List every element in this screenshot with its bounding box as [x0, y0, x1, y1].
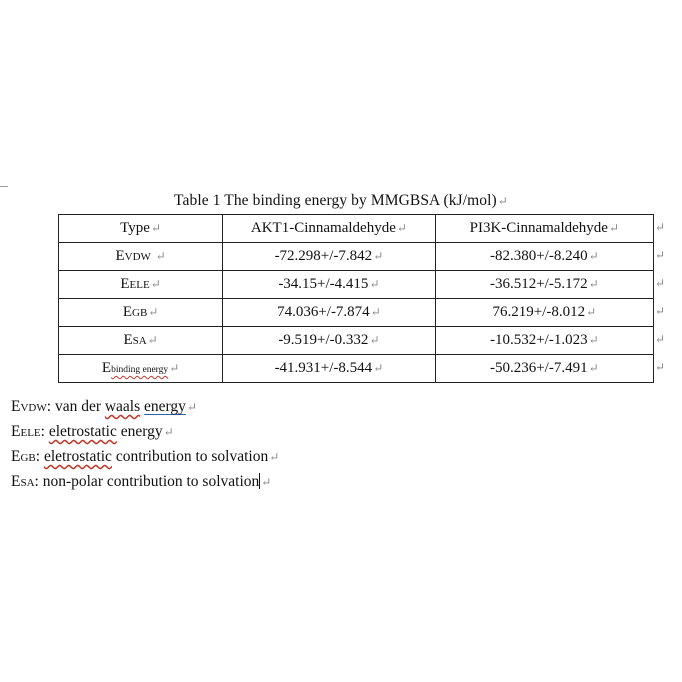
row-end-mark-icon: ↵ [655, 248, 666, 262]
pi3k-value-cell[interactable]: -10.532+/-1.023↵ [435, 327, 653, 355]
paragraph-mark-icon: ↵ [497, 194, 508, 208]
cell-mark-icon: ↵ [586, 305, 597, 319]
akt1-value-cell[interactable]: -72.298+/-7.842↵ [223, 243, 435, 271]
table-row [59, 243, 654, 271]
type-cell[interactable]: EELE↵ [59, 271, 223, 299]
cell-mark-icon: ↵ [150, 221, 161, 235]
row-end-mark-icon: ↵ [655, 220, 666, 234]
pi3k-value-cell[interactable]: -50.236+/-7.491↵ [435, 355, 653, 383]
akt1-value-cell[interactable]: -34.15+/-4.415↵ [223, 271, 435, 299]
header-cell-type[interactable]: Type↵ [59, 215, 223, 243]
paragraph-mark-icon: ↵ [186, 400, 197, 414]
cell-mark-icon: ↵ [373, 361, 384, 375]
type-cell[interactable]: EVDW ↵ [59, 243, 223, 271]
pi3k-value-cell[interactable]: 76.219+/-8.012↵ [435, 299, 653, 327]
cell-mark-icon: ↵ [588, 277, 599, 291]
cell-mark-icon: ↵ [369, 333, 380, 347]
paragraph-mark-icon: ↵ [261, 475, 272, 489]
row-end-mark-icon: ↵ [655, 332, 666, 346]
row-end-mark-icon: ↵ [655, 276, 666, 290]
pi3k-value-cell[interactable]: -36.512+/-5.172↵ [435, 271, 653, 299]
binding-energy-table [58, 214, 654, 383]
header-cell-akt1[interactable]: AKT1-Cinnamaldehyde↵ [223, 215, 435, 243]
legend-line-ele[interactable]: EELE: eletrostatic energy↵ [11, 423, 174, 440]
cell-mark-icon: ↵ [147, 333, 158, 347]
legend-line-gb[interactable]: EGB: eletrostatic contribution to solvation↵ [11, 448, 280, 465]
cell-mark-icon: ↵ [588, 361, 599, 375]
cell-mark-icon: ↵ [155, 249, 166, 263]
akt1-value-cell[interactable]: -41.931+/-8.544↵ [223, 355, 435, 383]
row-end-mark-icon: ↵ [655, 360, 666, 374]
row-end-mark-icon: ↵ [655, 304, 666, 318]
akt1-value-cell[interactable]: 74.036+/-7.874↵ [223, 299, 435, 327]
type-cell[interactable]: Ebinding energy↵ [59, 355, 223, 383]
cell-mark-icon: ↵ [588, 333, 599, 347]
cell-mark-icon: ↵ [148, 305, 159, 319]
cell-mark-icon: ↵ [396, 221, 407, 235]
table-row [59, 299, 654, 327]
margin-marker [0, 186, 8, 187]
type-cell[interactable]: EGB↵ [59, 299, 223, 327]
caption-text: Table 1 The binding energy by MMGBSA (kJ/mol) [174, 192, 497, 209]
cell-mark-icon: ↵ [369, 277, 380, 291]
paragraph-mark-icon: ↵ [269, 450, 280, 464]
cell-mark-icon: ↵ [150, 277, 161, 291]
cell-mark-icon: ↵ [588, 249, 599, 263]
cell-mark-icon: ↵ [373, 249, 384, 263]
akt1-value-cell[interactable]: -9.519+/-0.332↵ [223, 327, 435, 355]
legend-line-vdw[interactable]: EVDW: van der waals energy↵ [11, 398, 197, 415]
header-cell-pi3k[interactable]: PI3K-Cinnamaldehyde↵ [435, 215, 653, 243]
cell-mark-icon: ↵ [169, 361, 180, 375]
cell-mark-icon: ↵ [370, 305, 381, 319]
table-header-row [59, 215, 654, 243]
legend-line-sa[interactable]: ESA: non-polar contribution to solvation ↵ [11, 473, 272, 490]
pi3k-value-cell[interactable]: -82.380+/-8.240↵ [435, 243, 653, 271]
abbreviation-legend [11, 394, 279, 494]
table-row [59, 327, 654, 355]
type-cell[interactable]: ESA↵ [59, 327, 223, 355]
table-row [59, 355, 654, 383]
paragraph-mark-icon: ↵ [163, 425, 174, 439]
table-row [59, 271, 654, 299]
table-caption [0, 192, 682, 210]
cell-mark-icon: ↵ [608, 221, 619, 235]
